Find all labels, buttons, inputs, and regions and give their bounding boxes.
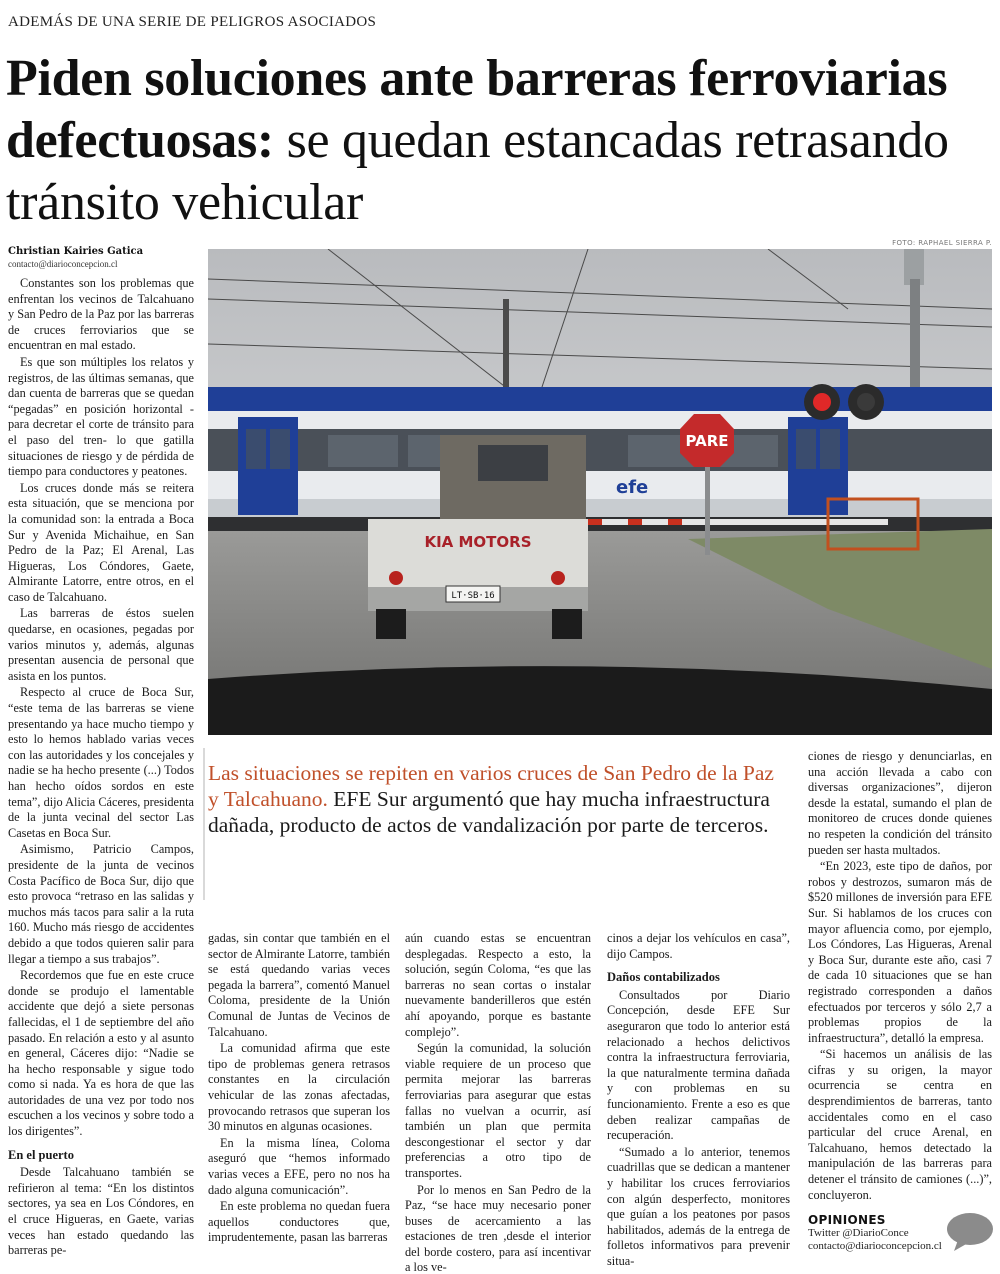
pullquote-rest: EFE Sur argumentó que hay mucha infraestructura dañada, producto de actos de vandalización por parte de terceros.: [208, 787, 770, 837]
paragraph: La comunidad afirma que este tipo de problemas genera retrasos constantes en la circulación vehicular de las zonas afectadas, provocando retrasos que superan los 30 minutos en algunas ocasiones.: [208, 1041, 390, 1134]
stop-sign-text: PARE: [685, 432, 729, 450]
pullquote-rule: [203, 748, 205, 900]
photo-credit: FOTO: RAPHAEL SIERRA P.: [892, 239, 992, 247]
article-column-2: [208, 931, 390, 1247]
crossing-barrier: [568, 519, 888, 525]
paragraph: Consultados por Diario Concepción, desde EFE Sur aseguraron que todo lo anterior está relacionado a hechos delictivos contra la infraestructura ferroviaria, la que naturalmente termina dañada y con problemas en su funcionamiento. Frente a eso es que deben realizar campañas de recuperación.: [607, 987, 790, 1143]
paragraph: ciones de riesgo y denunciarlas, en una acción llevada a cabo con diversas organizaciones”, dijeron desde la estatal, sumando el plan de monitoreo de cruces donde quienes no respeten la condición del tránsito pueden ser hasta multados.: [808, 749, 992, 857]
paragraph: cinos a dejar los vehículos en casa”, dijo Campos.: [607, 931, 790, 961]
article-column-1: [8, 276, 194, 1260]
paragraph: aún cuando estas se encuentran desplegadas. Respecto a esto, la solución, según Coloma, “es que las barreras no sean cortas o instalar nuevamente banderilleros que estén ahí apoyando, porque es bastante complejo”.: [405, 931, 591, 1039]
paragraph: Desde Talcahuano también se refirieron al tema: “En los distintos sectores, ya sea en Los Cóndores, en el cruce Higueras, en Gaete, varias veces han estado quedando las barreras pe-: [8, 1165, 194, 1258]
subheading: En el puerto: [8, 1147, 74, 1162]
article-column-3: [405, 931, 591, 1274]
opinions-label: OPINIONES: [808, 1213, 886, 1227]
headline-rest: se quedan estancadas retrasando tránsito vehicular: [6, 112, 949, 231]
paragraph: gadas, sin contar que también en el sector de Almirante Latorre, también se está quedando varias veces pegada la barrera”, comentó Manuel Coloma, presidente de la Unión Comunal de Juntas de Vecinos de Talcahuano.: [208, 931, 390, 1039]
utility-pole: [503, 299, 509, 399]
paragraph: Asimismo, Patricio Campos, presidente de la junta de vecinos Costa Pacífico de Boca Sur, dijo que esto provoca “retraso en las salidas y muchos más tacos para salir a la ruta 160. Mucho más riesgo de accidentes debido a que todos quieren salir para llegar a tiempo a sus trabajos”.: [8, 842, 194, 966]
byline: [8, 246, 143, 269]
byline-author: Christian Kairies Gatica: [8, 246, 144, 257]
paragraph: “Si hacemos un análisis de las cifras y su origen, la mayor ocurrencia se centra en desprendimientos de barreras, tanto accidentales como en el caso particular del cruce Arenal, en Talcahuano, hemos detectado la manipulación de las barreras para detener el tránsito de camiones (...)”, concluyeron.: [808, 1047, 992, 1202]
pullquote: [208, 760, 790, 838]
article-photo: [208, 249, 992, 735]
paragraph: “Sumado a lo anterior, tenemos cuadrillas que se dedican a mantener y habilitar los cruces ferroviarios con algún desperfecto, monitores que guían a los peatones por pasos habilitados, además de la entrega de folletos informativos para prevenir situa-: [607, 1144, 790, 1268]
paragraph: Recordemos que fue en este cruce donde se produjo el lamentable accidente que dejó a siete personas fallecidas, el 1 de septiembre del año pasado. En relación a esto y al asunto en general, Cáceres dijo: “Nadie se ha hecho responsable y sigue todo como si nada. Ya es hora de que las autoridades de una vez por todo nos escuchen a los vecinos y sobre todo a los dirigentes”.: [8, 968, 194, 1139]
paragraph: Según la comunidad, la solución viable requiere de un proceso que permita mejorar las barreras ferroviarias para asegurar que estas fallas no vuelvan a ocurrir, así también un plan que permita descongestionar el sector y dar preferencias a otro tipo de transportes.: [405, 1041, 591, 1180]
article-column-4: [607, 931, 790, 1270]
train-logo: efe: [616, 477, 649, 498]
kicker: ADEMÁS DE UNA SERIE DE PELIGROS ASOCIADOS: [8, 14, 377, 30]
photo-illustration: [208, 249, 992, 735]
paragraph: En este problema no quedan fuera aquellos conductores que, imprudentemente, pasan las barreras: [208, 1199, 390, 1245]
license-plate: LT·SB·16: [451, 591, 495, 601]
paragraph: Los cruces donde más se reitera esta situación, que se menciona por la comunidad son: la entrada a Boca Sur y Avenida Michaihue, en San Pedro de la Paz; El Arenal, Las Higueras, Los Cóndores, Gaete, Almirante Latorre, entre otros, en el caso de Talcahuano.: [8, 480, 194, 604]
truck-logo-text: KIA MOTORS: [424, 533, 532, 551]
byline-email: contacto@diarioconcepcion.cl: [8, 259, 118, 269]
article-column-5: [808, 749, 992, 1204]
paragraph: Por lo menos en San Pedro de la Paz, “se hace muy necesario poner buses de acercamiento a las estaciones de tren ,desde el interior del borde costero, para así incentivar a los ve-: [405, 1182, 591, 1274]
opinions-twitter[interactable]: Twitter @DiarioConce: [808, 1227, 909, 1239]
headline-bold: Piden soluciones ante barreras ferroviarias defectuosas:: [6, 50, 948, 169]
speech-bubble-icon: [946, 1212, 994, 1252]
paragraph: Es que son múltiples los relatos y registros, de las últimas semanas, que dan cuenta de barreras que se quedan “pegadas” en posición horizontal -para decretar el corte de tránsito para el paso del tren- lo que gatilla situaciones de riesgo y de pérdida de tiempo para conductores y peatones.: [8, 354, 194, 479]
paragraph: “En 2023, este tipo de daños, por robos y destrozos, sumaron más de $520 millones de inversión para EFE Sur. Si hablamos de los cruces con mayor afluencia como, por ejemplo, Los Cóndores, Las Higueras, Arenal y Boca Sur, durante este año, casi 7 de cada 10 situaciones que se han registrado corresponden a daños efectuados por terceros y sólo 2,7 a problemas propios de la infraestructura”, detalló la empresa.: [808, 859, 992, 1045]
paragraph: Las barreras de éstos suelen quedarse, en ocasiones, pegadas por varios minutos y, además, algunas presentan ausencia de personal que asista en los puntos.: [8, 606, 194, 683]
opinions-email[interactable]: contacto@diarioconcepcion.cl: [808, 1240, 942, 1252]
paragraph: En la misma línea, Coloma aseguró que “hemos informado varias veces a EFE, pero no nos ha dado alguna comunicación”.: [208, 1135, 390, 1197]
headline: [6, 48, 996, 234]
paragraph: Constantes son los problemas que enfrentan los vecinos de Talcahuano y San Pedro de la Paz por las barreras de cruces ferroviarios que se encuentran en mal estado.: [8, 276, 194, 353]
paragraph: Respecto al cruce de Boca Sur, “este tema de las barreras se viene presentando ya hace mucho tiempo y esto lo hemos hablado varias veces con las autoridades y los concejales y nadie se ha hecho presente (...) Todos han hecho oídos sordos en este tema”, dijo Alicia Cáceres, presidenta de la junta vecinal del sector Las Casetas en Boca Sur.: [8, 685, 194, 840]
pullquote-lead: Las situaciones se repiten en varios cruces de San Pedro de la Paz y Talcahuano.: [208, 761, 774, 811]
subheading: Daños contabilizados: [607, 970, 720, 985]
